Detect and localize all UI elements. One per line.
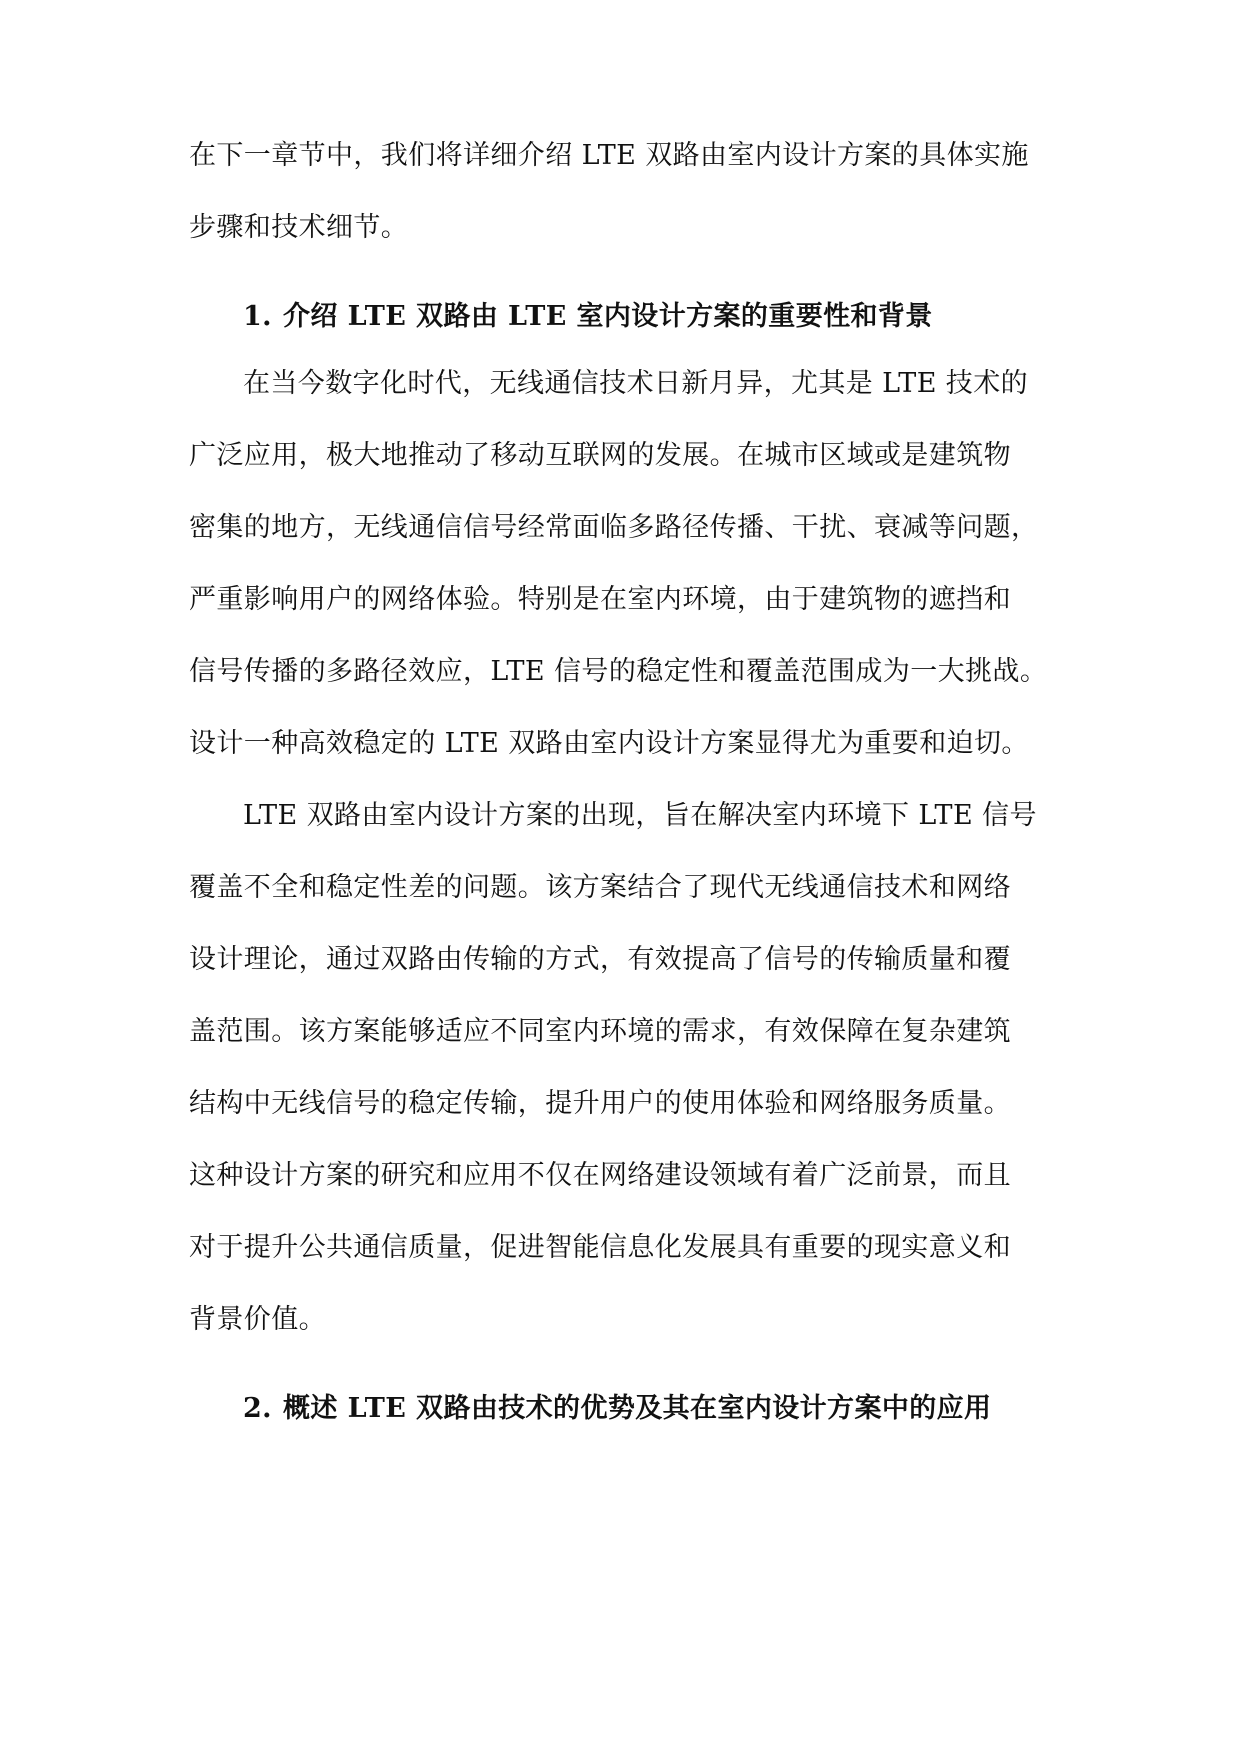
paragraph-line: 覆盖不全和稳定性差的问题。该方案结合了现代无线通信技术和网络: [189, 872, 1011, 903]
section-1-heading: [243, 297, 933, 337]
paragraph-line: 在下一章节中，我们将详细介绍 LTE 双路由室内设计方案的具体实施: [189, 140, 1029, 171]
section-2-heading: [243, 1389, 991, 1429]
paragraph-line: 设计一种高效稳定的 LTE 双路由室内设计方案显得尤为重要和迫切。: [189, 728, 1029, 759]
paragraph-line: 密集的地方，无线通信信号经常面临多路径传播、干扰、衰减等问题，: [189, 512, 1039, 543]
paragraph-line: 在当今数字化时代，无线通信技术日新月异，尤其是 LTE 技术的: [243, 368, 1029, 399]
paragraph-line: LTE 双路由室内设计方案的出现，旨在解决室内环境下 LTE 信号: [243, 800, 1037, 831]
paragraph-line: 信号传播的多路径效应，LTE 信号的稳定性和覆盖范围成为一大挑战。: [189, 656, 1048, 687]
section-1-paragraph-1: [189, 348, 1069, 780]
section-number: 2.: [243, 1393, 272, 1424]
section-number: 1.: [243, 301, 272, 332]
section-1-paragraph-2: [189, 780, 1069, 1356]
paragraph-line: 严重影响用户的网络体验。特别是在室内环境，由于建筑物的遮挡和: [189, 584, 1011, 615]
paragraph-line: 步骤和技术细节。: [189, 212, 409, 243]
paragraph-line: 广泛应用，极大地推动了移动互联网的发展。在城市区域或是建筑物: [189, 440, 1011, 471]
paragraph-line: 这种设计方案的研究和应用不仅在网络建设领域有着广泛前景，而且: [189, 1160, 1011, 1191]
paragraph-line: 设计理论，通过双路由传输的方式，有效提高了信号的传输质量和覆: [189, 944, 1011, 975]
paragraph-line: 盖范围。该方案能够适应不同室内环境的需求，有效保障在复杂建筑: [189, 1016, 1011, 1047]
paragraph-line: 背景价值。: [189, 1304, 326, 1335]
section-title: 概述 LTE 双路由技术的优势及其在室内设计方案中的应用: [283, 1393, 992, 1424]
paragraph-line: 对于提升公共通信质量，促进智能信息化发展具有重要的现实意义和: [189, 1232, 1011, 1263]
section-title: 介绍 LTE 双路由 LTE 室内设计方案的重要性和背景: [283, 301, 933, 332]
paragraph-line: 结构中无线信号的稳定传输，提升用户的使用体验和网络服务质量。: [189, 1088, 1011, 1119]
intro-paragraph: [189, 120, 1069, 264]
